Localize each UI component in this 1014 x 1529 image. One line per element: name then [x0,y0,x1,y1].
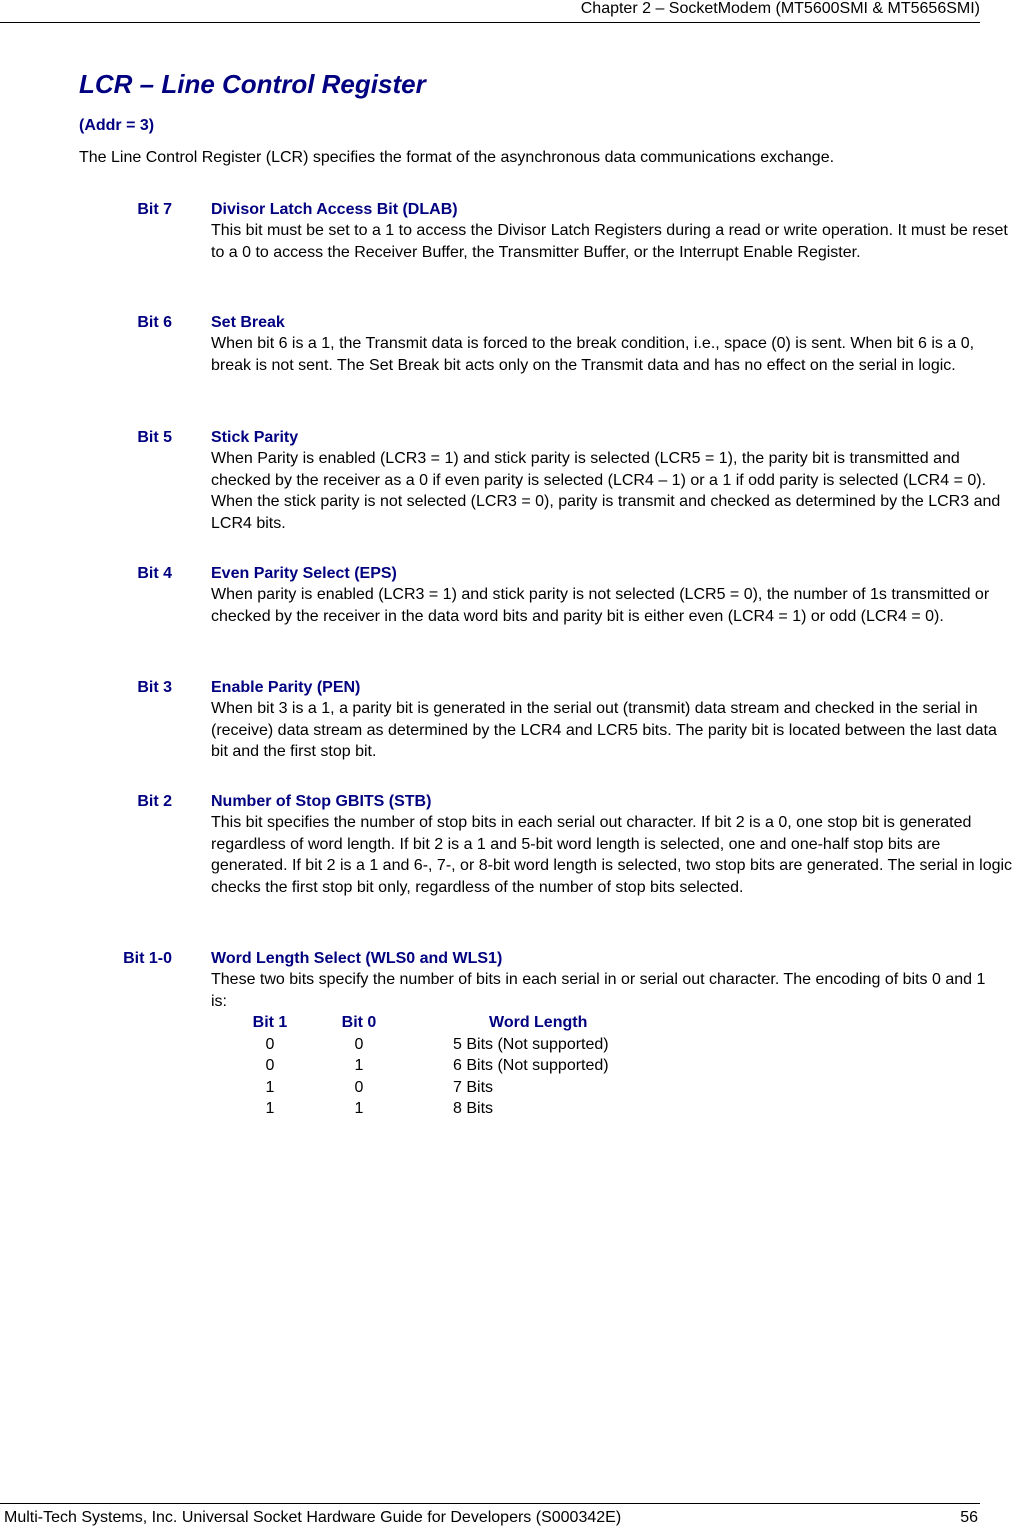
table-cell: 1 [265,1078,275,1096]
bit-label: Bit 5 [137,429,172,446]
bit-label: Bit 7 [137,201,172,218]
table-cell: 0 [354,1078,364,1096]
bit-name: Number of Stop GBITS (STB) [211,793,432,810]
bit-label: Bit 1-0 [123,950,172,967]
bit-name: Divisor Latch Access Bit (DLAB) [211,201,458,218]
table-cell: 8 Bits [453,1100,494,1117]
bit-name: Even Parity Select (EPS) [211,565,397,582]
word-length-table [211,1012,1014,1120]
bit-name: Enable Parity (PEN) [211,679,361,696]
table-row [211,1077,1014,1099]
bit-description: When bit 6 is a 1, the Transmit data is forced to the break condition, i.e., space (0) is sent. When bit 6 is a 0, break is not sent. The Set Break bit acts only on the Transmit data and has no effect on the serial in logic. [211,335,975,374]
table-cell: 1 [354,1100,364,1117]
table-cell: 5 Bits (Not supported) [453,1035,609,1053]
footer-publication: Multi-Tech Systems, Inc. Universal Socket Hardware Guide for Developers (S000342E) [4,1509,622,1526]
table-header-row [211,1012,1014,1034]
bit-description: This bit must be set to a 1 to access the Divisor Latch Registers during a read or write operation. It must be reset to a 0 to access the Receiver Buffer, the Transmitter Buffer, or the Interrupt Enable Register. [211,222,1008,261]
table-cell: 7 Bits [453,1078,494,1096]
table-cell: 6 Bits (Not supported) [453,1057,609,1074]
table-cell: 1 [354,1057,364,1074]
intro-paragraph: The Line Control Register (LCR) specifies the format of the asynchronous data communications exchange. [79,149,835,166]
table-cell: 1 [265,1100,275,1117]
column-header: Bit 0 [341,1014,377,1031]
bit-label: Bit 2 [137,793,172,810]
register-address: (Addr = 3) [79,117,155,134]
bit-name: Stick Parity [211,429,299,446]
chapter-title: Chapter 2 – SocketModem (MT5600SMI & MT5656SMI) [580,0,980,17]
page-footer [0,1503,980,1526]
bit-name: Word Length Select (WLS0 and WLS1) [211,950,503,967]
column-header: Word Length [489,1014,588,1031]
bit-label: Bit 6 [137,314,172,331]
table-row [211,1098,1014,1120]
bit-label: Bit 4 [137,565,172,582]
table-cell: 0 [354,1035,364,1053]
table-row [211,1055,1014,1077]
page-header [0,0,980,23]
bit-name: Set Break [211,314,285,331]
table-row [211,1034,1014,1056]
column-header: Bit 1 [252,1014,288,1031]
bit-label: Bit 3 [137,679,172,696]
bit-description: When Parity is enabled (LCR3 = 1) and stick parity is selected (LCR5 = 1), the parity bit is transmitted and checked by the receiver as a 0 if even parity is selected (LCR4 – 1) or a 1 if odd parity is selected (LCR4 = 0). When the stick parity is not selected (LCR3 = 0), parity is transmit and checked as determined by the LCR3 and LCR4 bits. [211,450,1001,532]
bit-description: These two bits specify the number of bits in each serial in or serial out character. The encoding of bits 0 and 1 is: [211,971,986,1010]
page-number: 56 [960,1509,978,1526]
page-title: LCR – Line Control Register [79,69,426,99]
bit-description: This bit specifies the number of stop bits in each serial out character. If bit 2 is a 0, one stop bit is generated regardless of word length. If bit 2 is a 1 and 5-bit word length is selected, one and one-half stop bits are generated. If bit 2 is a 1 and 6-, 7-, or 8-bit word length is selected, two stop bits are generated. The serial in logic checks the first stop bit only, regardless of the number of stop bits selected. [211,814,1013,896]
bit-description: When bit 3 is a 1, a parity bit is generated in the serial out (transmit) data stream and checked in the serial in (receive) data stream as determined by the LCR4 and LCR5 bits. The parity bit is located between the last data bit and the first stop bit. [211,700,997,760]
table-cell: 0 [265,1057,275,1074]
table-cell: 0 [265,1035,275,1053]
bit-description: When parity is enabled (LCR3 = 1) and stick parity is not selected (LCR5 = 0), the number of 1s transmitted or checked by the receiver in the data word bits and parity bit is either even (LCR4 = 1) or odd (LCR4 = 0). [211,586,990,625]
